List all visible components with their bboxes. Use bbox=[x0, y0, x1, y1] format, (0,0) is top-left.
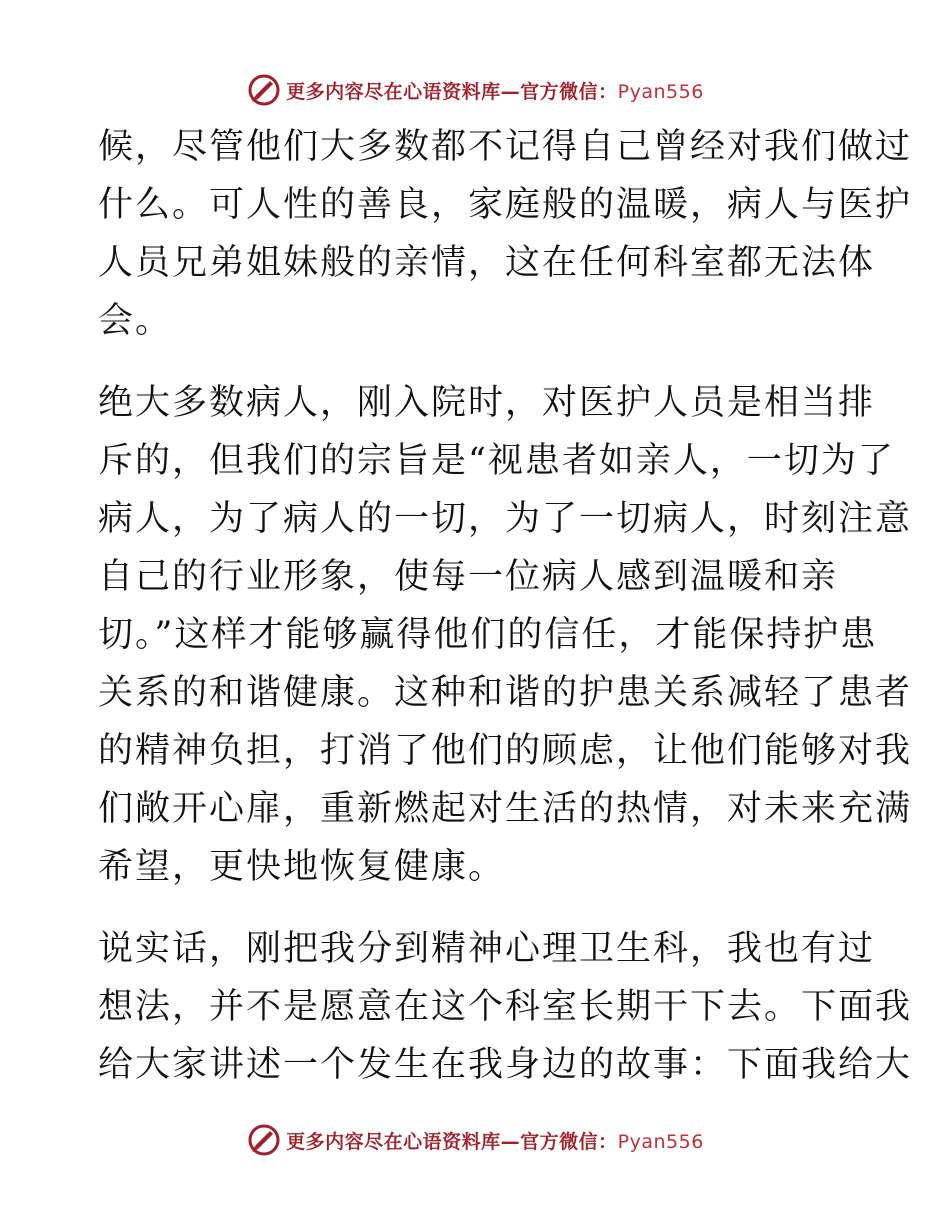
library-logo-icon bbox=[246, 72, 282, 108]
header-wechat-id: Pyan556 bbox=[617, 80, 704, 103]
text-line: 说实话，刚把我分到精神心理卫生科，我也有过 bbox=[98, 929, 876, 969]
text-line: 切。”这样才能够赢得他们的信任，才能保持护患 bbox=[98, 615, 878, 655]
footer-wechat-id: Pyan556 bbox=[617, 1130, 704, 1153]
paragraph-gap bbox=[98, 350, 858, 374]
text-line: 候，尽管他们大多数都不记得自己曾经对我们做过 bbox=[98, 127, 913, 167]
text-line: 斥的，但我们的宗旨是“视患者如亲人，一切为了 bbox=[98, 441, 895, 481]
text-line: 想法，并不是愿意在这个科室长期干下去。下面我 bbox=[98, 987, 913, 1027]
paragraph bbox=[98, 374, 913, 896]
footer-banner bbox=[0, 1118, 950, 1162]
text-line: 关系的和谐健康。这种和谐的护患关系减轻了患者 bbox=[98, 673, 913, 713]
text-line: 病人，为了病人的一切，为了一切病人，时刻注意 bbox=[98, 499, 913, 539]
paragraph bbox=[98, 920, 913, 1094]
text-line: 什么。可人性的善良，家庭般的温暖，病人与医护 bbox=[98, 185, 913, 225]
text-line: 会。 bbox=[98, 301, 173, 341]
text-line: 的精神负担，打消了他们的顾虑，让他们能够对我 bbox=[98, 731, 913, 771]
library-logo-icon bbox=[246, 1122, 282, 1158]
text-line: 人员兄弟姐妹般的亲情，这在任何科室都无法体 bbox=[98, 243, 876, 283]
header-banner bbox=[0, 68, 950, 112]
paragraph bbox=[98, 118, 913, 350]
text-line: 自己的行业形象，使每一位病人感到温暖和亲 bbox=[98, 557, 839, 597]
footer-banner-text: 更多内容尽在心语资料库—官方微信：Pyan556 bbox=[286, 1130, 704, 1153]
text-line: 给大家讲述一个发生在我身边的故事：下面我给大 bbox=[98, 1045, 913, 1085]
text-line: 绝大多数病人，刚入院时，对医护人员是相当排 bbox=[98, 383, 876, 423]
header-banner-text: 更多内容尽在心语资料库—官方微信：Pyan556 bbox=[286, 80, 704, 103]
text-line: 们敞开心扉，重新燃起对生活的热情，对未来充满 bbox=[98, 789, 913, 829]
document-body bbox=[98, 118, 913, 1094]
paragraph-gap bbox=[98, 896, 858, 920]
text-line: 希望，更快地恢复健康。 bbox=[98, 847, 506, 887]
